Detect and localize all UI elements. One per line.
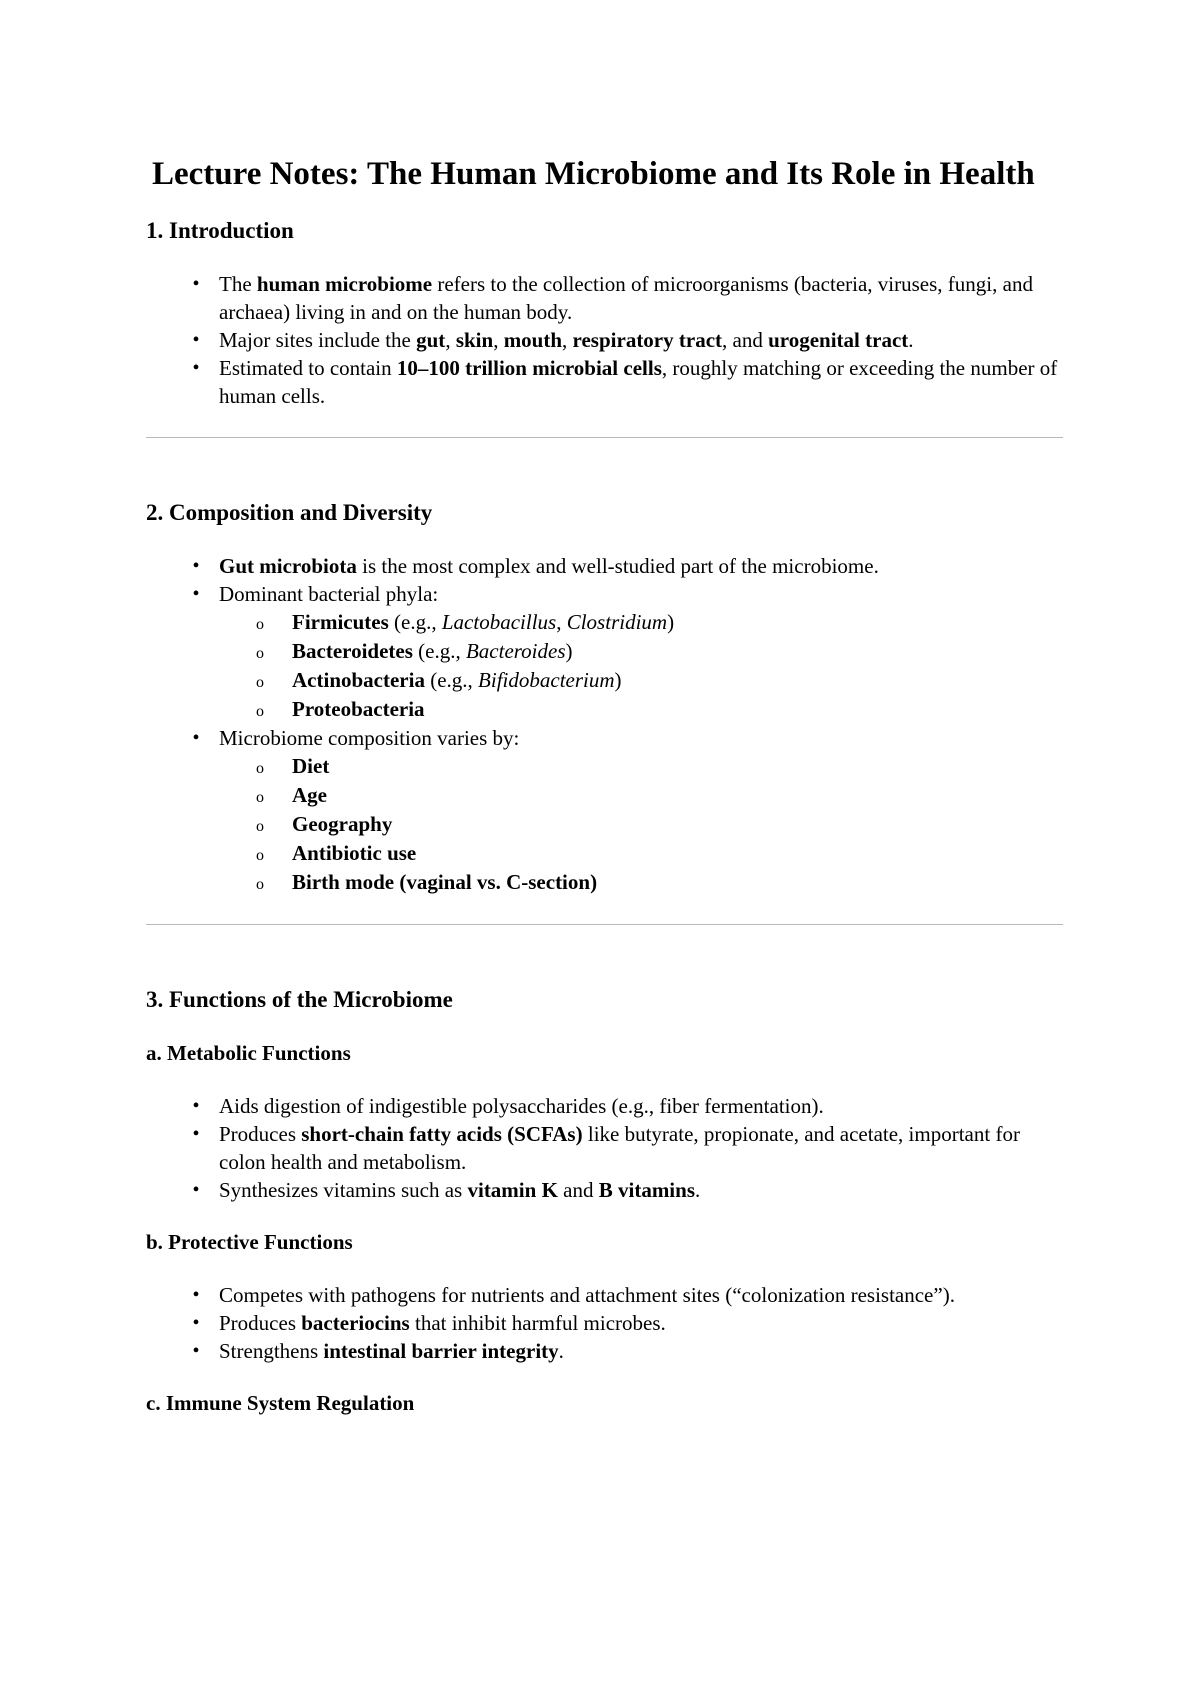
text: , xyxy=(562,328,573,352)
list-item xyxy=(146,1281,1063,1309)
phyla-list xyxy=(146,608,1063,724)
factor-label: Birth mode (vaginal vs. C-section) xyxy=(292,870,598,894)
text: Produces xyxy=(219,1311,302,1335)
text: Strengthens xyxy=(219,1339,324,1363)
text: Produces xyxy=(219,1122,302,1146)
list-item xyxy=(146,810,1063,839)
section-heading-introduction: 1. Introduction xyxy=(146,218,294,243)
text: Microbiome composition varies by: xyxy=(219,726,520,750)
list-item xyxy=(146,752,1063,781)
phylum-name: Bacteroidetes xyxy=(292,639,413,663)
sub-bullet-icon: o xyxy=(256,760,264,777)
list-item xyxy=(146,608,1063,637)
text: (e.g., xyxy=(424,668,479,692)
bullet-icon: • xyxy=(192,555,200,577)
page-title xyxy=(146,150,1063,198)
text: Dominant bacterial phyla: xyxy=(219,582,439,606)
subsection-heading-protective: b. Protective Functions xyxy=(146,1230,353,1254)
section-heading-composition: 2. Composition and Diversity xyxy=(146,500,433,525)
text: , xyxy=(556,610,567,634)
list-item xyxy=(146,839,1063,868)
bold-text: 10–100 trillion microbial cells xyxy=(396,356,662,380)
protective-list xyxy=(146,1281,1063,1365)
list-item xyxy=(146,270,1063,326)
text: ) xyxy=(614,668,622,692)
sub-bullet-icon: o xyxy=(256,847,264,864)
italic-text: Clostridium xyxy=(566,610,668,634)
list-item xyxy=(146,552,1063,580)
list-item xyxy=(146,580,1063,608)
list-item xyxy=(146,354,1063,410)
list-item xyxy=(146,724,1063,752)
metabolic-list xyxy=(146,1092,1063,1204)
sub-bullet-icon: o xyxy=(256,645,264,662)
phylum-name: Firmicutes xyxy=(292,610,389,634)
list-item xyxy=(146,1120,1063,1176)
title-text: Lecture Notes: The Human Microbiome and Its Role in Health xyxy=(152,156,1035,192)
text: (e.g., xyxy=(388,610,442,634)
bullet-icon: • xyxy=(192,1179,200,1201)
factor-label: Antibiotic use xyxy=(292,841,417,865)
list-item xyxy=(146,326,1063,354)
text: refers to the collection of microorganisms (bacteria, viruses, fungi, and archaea) living in and on the human body. xyxy=(219,272,1033,324)
text: . xyxy=(908,328,914,352)
factor-label: Geography xyxy=(292,812,393,836)
bullet-icon: • xyxy=(192,329,200,351)
text: like butyrate, propionate, and acetate, important for colon health and metabolism. xyxy=(219,1122,1020,1174)
bold-text: respiratory tract xyxy=(572,328,723,352)
sub-bullet-icon: o xyxy=(256,674,264,691)
sub-bullet-icon: o xyxy=(256,789,264,806)
list-item xyxy=(146,1092,1063,1120)
text: Aids digestion of indigestible polysaccharides (e.g., fiber fermentation). xyxy=(219,1094,824,1118)
bold-text: short-chain fatty acids (SCFAs) xyxy=(301,1122,583,1146)
text: ) xyxy=(667,610,675,634)
factors-list xyxy=(146,752,1063,897)
bold-text: human microbiome xyxy=(256,272,433,296)
bullet-icon: • xyxy=(192,1284,200,1306)
bullet-icon: • xyxy=(192,357,200,379)
text: Competes with pathogens for nutrients and attachment sites (“colonization resistance”). xyxy=(219,1283,955,1307)
bold-text: B vitamins xyxy=(598,1178,695,1202)
bold-text: urogenital tract xyxy=(768,328,909,352)
text: ) xyxy=(565,639,573,663)
bold-text: bacteriocins xyxy=(301,1311,410,1335)
text: is the most complex and well-studied part of the microbiome. xyxy=(356,554,879,578)
sub-bullet-icon: o xyxy=(256,818,264,835)
italic-text: Bifidobacterium xyxy=(478,668,615,692)
bold-text: Gut microbiota xyxy=(219,554,357,578)
list-item xyxy=(146,695,1063,724)
list-item xyxy=(146,637,1063,666)
text: The xyxy=(219,272,257,296)
bold-text: skin xyxy=(455,328,494,352)
text: and xyxy=(557,1178,599,1202)
bullet-icon: • xyxy=(192,1095,200,1117)
text: , and xyxy=(722,328,769,352)
list-item xyxy=(146,1337,1063,1365)
factor-label: Diet xyxy=(292,754,330,778)
bullet-icon: • xyxy=(192,583,200,605)
subsection-heading-metabolic: a. Metabolic Functions xyxy=(146,1041,351,1065)
italic-text: Bacteroides xyxy=(465,639,566,663)
list-item xyxy=(146,1309,1063,1337)
text: that inhibit harmful microbes. xyxy=(409,1311,666,1335)
section-heading-functions: 3. Functions of the Microbiome xyxy=(146,987,453,1012)
text: , roughly matching or exceeding the number of human cells. xyxy=(219,356,1058,408)
bullet-icon: • xyxy=(192,1340,200,1362)
intro-list xyxy=(146,270,1063,410)
bold-text: intestinal barrier integrity xyxy=(323,1339,559,1363)
text: Major sites include the xyxy=(219,328,417,352)
text: (e.g., xyxy=(412,639,466,663)
list-item xyxy=(146,666,1063,695)
text: . xyxy=(558,1339,564,1363)
composition-list xyxy=(146,552,1063,608)
list-item xyxy=(146,781,1063,810)
list-item xyxy=(146,1176,1063,1204)
phylum-name: Proteobacteria xyxy=(292,697,425,721)
sub-bullet-icon: o xyxy=(256,616,264,633)
horizontal-divider xyxy=(146,437,1063,438)
bullet-icon: • xyxy=(192,1312,200,1334)
sub-bullet-icon: o xyxy=(256,876,264,893)
text: , xyxy=(445,328,456,352)
bold-text: gut xyxy=(416,328,446,352)
text: Synthesizes vitamins such as xyxy=(219,1178,468,1202)
sub-bullet-icon: o xyxy=(256,703,264,720)
list-item xyxy=(146,868,1063,897)
subsection-heading-immune: c. Immune System Regulation xyxy=(146,1391,415,1415)
text: Estimated to contain xyxy=(219,356,397,380)
italic-text: Lactobacillus xyxy=(441,610,557,634)
phylum-name: Actinobacteria xyxy=(292,668,425,692)
bold-text: vitamin K xyxy=(467,1178,558,1202)
bullet-icon: • xyxy=(192,1123,200,1145)
document-page xyxy=(146,150,1063,1417)
horizontal-divider xyxy=(146,924,1063,925)
text: , xyxy=(493,328,504,352)
composition-list-2 xyxy=(146,724,1063,752)
bullet-icon: • xyxy=(192,727,200,749)
text: . xyxy=(695,1178,701,1202)
bullet-icon: • xyxy=(192,273,200,295)
bold-text: mouth xyxy=(503,328,563,352)
factor-label: Age xyxy=(292,783,327,807)
